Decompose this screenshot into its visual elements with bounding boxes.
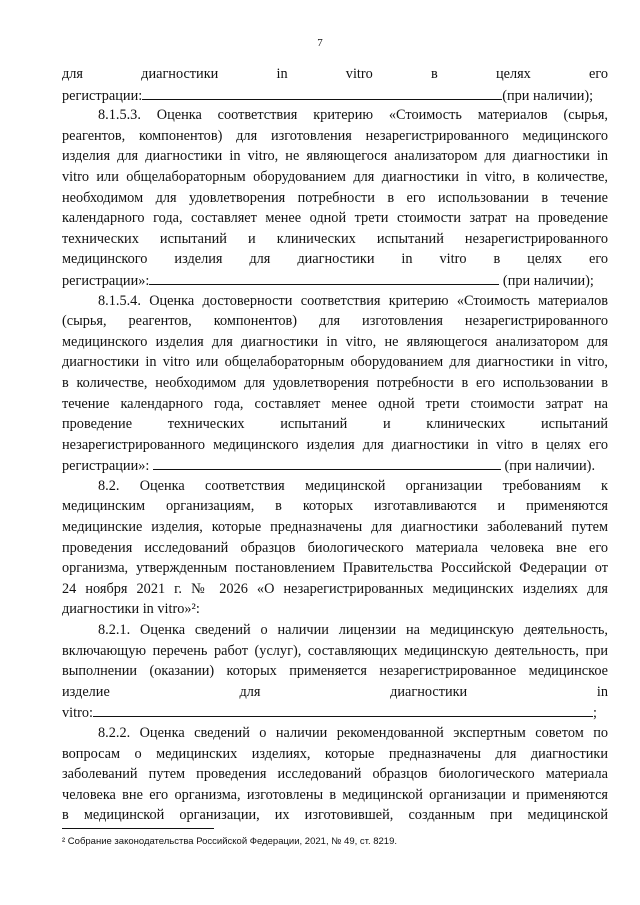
text-line: технических испытаний и клинических испытаний незарегистрированного <box>62 230 608 247</box>
text-line <box>62 455 608 476</box>
field-suffix: (при наличии); <box>499 272 594 289</box>
text-line: вопросам о медицинских изделиях, которые предназначены для диагностики <box>62 745 608 762</box>
text-line: 8.1.5.4. Оценка достоверности соответствия критерию «Стоимость материалов <box>98 292 608 309</box>
field-label: регистрации»: <box>62 458 153 475</box>
fill-in-blank-line <box>142 85 502 100</box>
text-line: включающую перечень работ (услуг), составляющих медицинскую деятельность, при <box>62 642 608 659</box>
text-line: заболеваний путем проведения исследований образцов биологического материала <box>62 766 608 783</box>
field-label: vitro: <box>62 705 93 722</box>
text-line: организма, утвержденным постановлением Правительства Российской Федерации от <box>62 560 608 577</box>
text-line: медицинского изделия для диагностики in vitro в целях его <box>62 251 608 268</box>
text-line: медицинского изделия для диагностики in vitro, не являющегося анализатором для <box>62 333 608 350</box>
page-number: 7 <box>317 37 323 49</box>
text-line: медицинским организациям, в которых изготавливаются и применяются <box>62 498 608 515</box>
text-line: реагентов, компонентов) для изготовления незарегистрированного медицинского <box>62 127 608 144</box>
footnote-divider <box>62 828 214 829</box>
footnote: ² Собрание законодательства Российской Федерации, 2021, № 49, ст. 8219. <box>62 836 397 847</box>
text-line <box>62 270 608 291</box>
field-suffix: (при наличии); <box>502 87 594 104</box>
text-line: течение календарного года, составляет менее одной трети стоимости затрат на <box>62 395 608 412</box>
field-suffix: ; <box>592 705 597 722</box>
text-line: 24 ноября 2021 г. № 2026 «О незарегистрированных медицинских изделиях для <box>62 580 608 597</box>
document-body <box>62 64 608 826</box>
text-line: 8.1.5.3. Оценка соответствия критерию «Стоимость материалов (сырья, <box>98 107 608 124</box>
fill-in-blank-line <box>149 270 499 285</box>
field-suffix: (при наличии). <box>500 458 596 475</box>
fill-in-blank-line <box>153 455 501 470</box>
text-line: 8.2.2. Оценка сведений о наличии рекомендованной экспертным советом по <box>98 725 608 741</box>
text-line: диагностики in vitro»²: <box>62 601 200 618</box>
text-line: проведения исследований образцов биологического материала человека вне его <box>62 539 608 556</box>
text-line <box>62 702 608 723</box>
fill-in-blank-line <box>93 702 593 717</box>
text-line: человека вне его организма, изготовлены в медицинской организации и применяются <box>62 786 608 803</box>
text-line: vitro или общелабораторным оборудованием для диагностики in vitro, в количестве, <box>62 168 608 185</box>
text-line: незарегистрированного медицинского изделия для диагностики in vitro в целях его <box>62 436 608 453</box>
text-line: выполнении (оказании) которых применяется незарегистрированное медицинское <box>62 663 608 680</box>
text-line: проведение технических испытаний и клинических испытаний <box>62 416 608 433</box>
text-line: в количестве, необходимом для удовлетворения потребности в его использовании в <box>62 374 608 391</box>
text-line <box>62 85 608 106</box>
text-line: диагностики in vitro или общелабораторным оборудованием для диагностики in vitro, <box>62 354 608 371</box>
text-line: изделия для диагностики in vitro, не являющегося анализатором для диагностики in <box>62 148 608 165</box>
text-line: медицинские изделия, которые предназначены для диагностики заболеваний путем <box>62 519 608 536</box>
field-label: регистрации: <box>62 87 143 104</box>
text-line: необходимом для удовлетворения потребности в его использовании в течение <box>62 189 608 206</box>
field-label: регистрации»: <box>62 272 150 289</box>
text-line: календарного года, составляет менее одной трети стоимости затрат на проведение <box>62 210 608 227</box>
text-line: для диагностики in vitro в целях его <box>62 66 608 82</box>
text-line: 8.2.1. Оценка сведений о наличии лицензии на медицинскую деятельность, <box>98 622 608 639</box>
text-line: изделие для диагностики in <box>62 683 608 700</box>
text-line: 8.2. Оценка соответствия медицинской организации требованиям к <box>98 477 608 494</box>
text-line: в медицинской организации, их изготовившей, созданным при медицинской <box>62 807 608 824</box>
text-line: (сырья, реагентов, компонентов) для изготовления незарегистрированного <box>62 313 608 330</box>
